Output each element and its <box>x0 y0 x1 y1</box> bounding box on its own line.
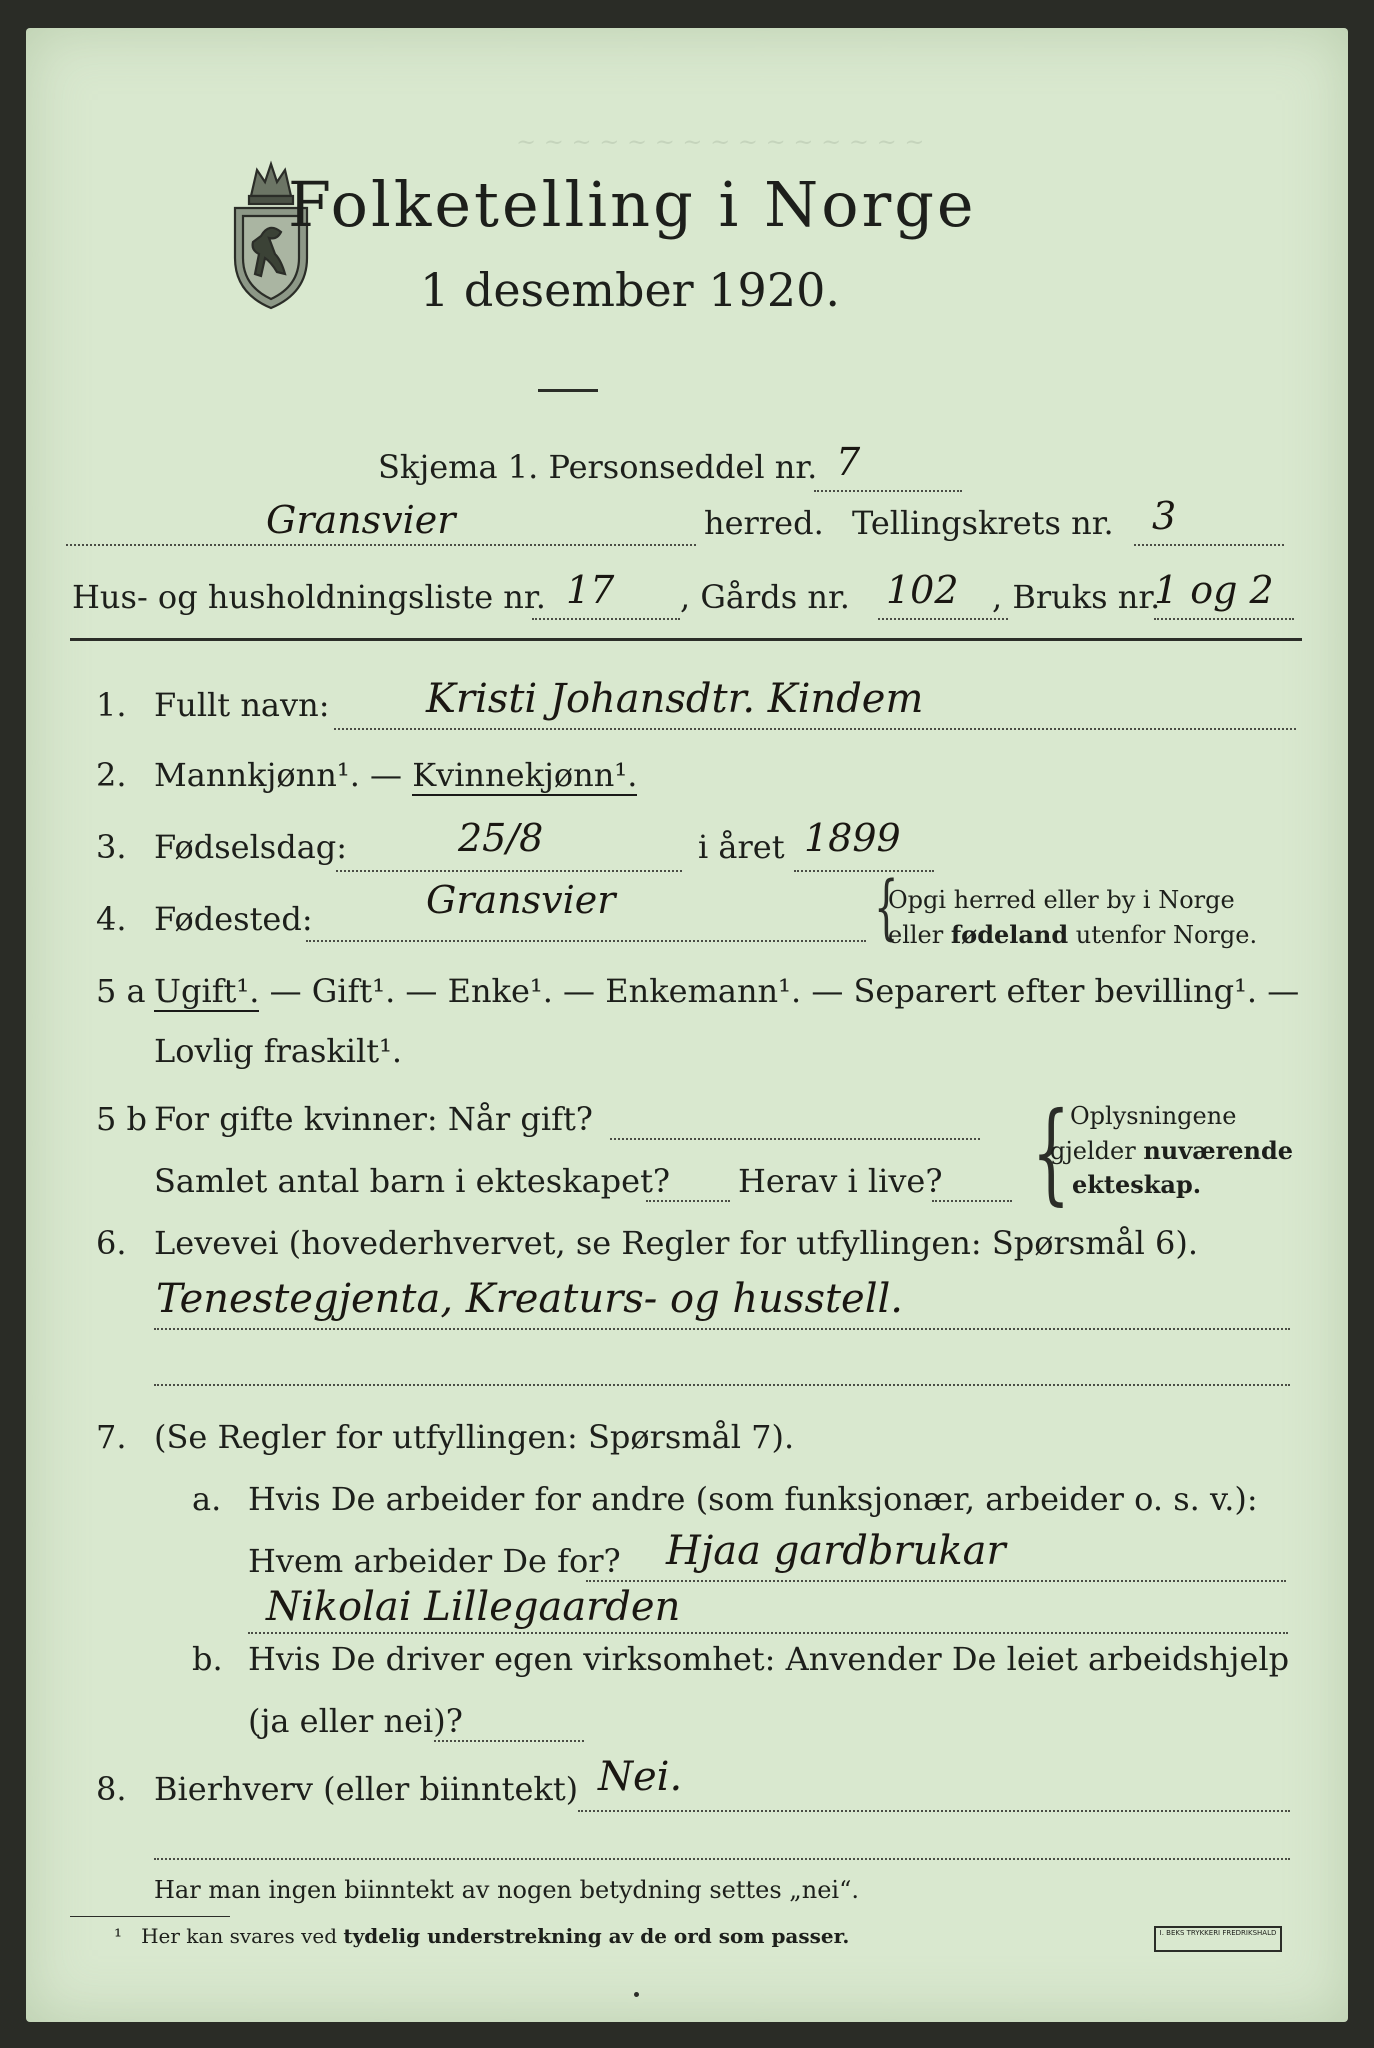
q7a-label: Hvis De arbeider for andre (som funksjonær, arbeider o. s. v.): <box>248 1480 1258 1518</box>
option-mannkjonn[interactable]: Mannkjønn¹. <box>154 756 360 794</box>
q1-line <box>334 728 1296 730</box>
occupation-value[interactable]: Tenestegjenta, Kreaturs- og husstell. <box>156 1276 904 1322</box>
census-form-sheet <box>26 28 1348 2022</box>
q3-label: Fødselsdag: <box>154 828 348 866</box>
birthplace-value[interactable]: Gransvier <box>426 878 616 922</box>
herred-value[interactable]: Gransvier <box>266 498 456 542</box>
husliste-line <box>532 618 680 620</box>
q7-label: (Se Regler for utfyllingen: Spørsmål 7). <box>154 1418 795 1456</box>
birthplace-note-2: eller fødeland utenfor Norge. <box>888 920 1258 949</box>
tellingskrets-value[interactable]: 3 <box>1152 494 1177 538</box>
option-kvinnekjonn[interactable]: Kvinnekjønn¹. <box>412 756 638 794</box>
q7b-letter: b. <box>192 1640 223 1678</box>
bruks-line <box>1154 618 1294 620</box>
q8-label: Bierhverv (eller biinntekt) <box>154 1770 579 1808</box>
q8-number: 8. <box>96 1770 127 1808</box>
q2-number: 2. <box>96 756 127 794</box>
q5b-note-1: Oplysningene <box>1070 1102 1237 1130</box>
q2-options <box>154 756 637 794</box>
gards-line <box>878 618 1008 620</box>
birthplace-note-1: Opgi herred eller by i Norge <box>888 886 1235 914</box>
q7b-question: (ja eller nei)? <box>248 1702 463 1740</box>
employer-value-1[interactable]: Hjaa gardbrukar <box>666 1528 1006 1574</box>
year-line <box>794 870 934 872</box>
birthdate-value[interactable]: 25/8 <box>458 816 544 860</box>
birthdate-line <box>336 870 682 872</box>
tellingskrets-line <box>1134 544 1284 546</box>
herred-label: herred. <box>704 504 824 542</box>
side-income-line-2 <box>154 1858 1290 1860</box>
footnote-mark: ¹ <box>114 1924 123 1948</box>
q7b-label: Hvis De driver egen virksomhet: Anvender De leiet arbeidshjelp <box>248 1640 1290 1678</box>
q7-number: 7. <box>96 1418 127 1456</box>
employer-line-1 <box>586 1580 1286 1582</box>
occupation-line-1 <box>154 1328 1290 1330</box>
q3-number: 3. <box>96 828 127 866</box>
gards-label: , Gårds nr. <box>680 578 850 616</box>
employer-value-2[interactable]: Nikolai Lillegaarden <box>266 1584 681 1630</box>
ink-dot <box>634 1992 639 1997</box>
bruks-label: , Bruks nr. <box>992 578 1161 616</box>
q6-number: 6. <box>96 1224 127 1262</box>
alive-line <box>932 1200 1012 1202</box>
title-divider <box>538 389 598 392</box>
q5b-number: 5 b <box>96 1100 148 1138</box>
footnote-divider <box>70 1916 230 1917</box>
option-lovlig-fraskilt[interactable]: Lovlig fraskilt¹. <box>154 1032 403 1070</box>
tellingskrets-label: Tellingskrets nr. <box>852 504 1114 542</box>
nei-note: Har man ingen biinntekt av nogen betydning settes „nei“. <box>154 1876 859 1904</box>
gards-value[interactable]: 102 <box>886 568 959 612</box>
q6-label: Levevei (hovederhvervet, se Regler for utfyllingen: Spørsmål 6). <box>154 1224 1199 1262</box>
side-income-value[interactable]: Nei. <box>598 1754 683 1800</box>
census-date: 1 desember 1920. <box>420 263 840 317</box>
occupation-line-2 <box>154 1384 1290 1386</box>
q5b-note-2: gjelder nuværende <box>1050 1136 1294 1165</box>
birth-year-value[interactable]: 1899 <box>804 816 901 860</box>
when-married-line <box>610 1138 980 1140</box>
footnote: ¹ Her kan svares ved tydelig understrekning av de ord som passer. <box>114 1924 850 1948</box>
employer-line-2 <box>248 1632 1288 1634</box>
q7a-question: Hvem arbeider De for? <box>248 1542 621 1580</box>
q5a-other-options[interactable]: — Gift¹. — Enke¹. — Enkemann¹. — Separert efter bevilling¹. — <box>259 972 1300 1010</box>
section-divider <box>70 638 1302 641</box>
form-title: Folketelling i Norge <box>288 168 977 241</box>
brace-5b: { <box>1031 1088 1071 1216</box>
husliste-label: Hus- og husholdningsliste nr. <box>72 578 546 616</box>
children-line <box>646 1200 730 1202</box>
q5b-children-label: Samlet antal barn i ekteskapet? <box>154 1162 671 1200</box>
option-ugift[interactable]: Ugift¹. <box>154 972 260 1010</box>
q4-label: Fødested: <box>154 900 313 938</box>
birthplace-line <box>306 940 866 942</box>
brace: { <box>874 866 899 948</box>
q4-number: 4. <box>96 900 127 938</box>
full-name-value[interactable]: Kristi Johansdtr. Kindem <box>426 676 924 722</box>
q5b-when-married-label: For gifte kvinner: Når gift? <box>154 1100 593 1138</box>
printer-stamp: I. BEKS TRYKKERI FREDRIKSHALD <box>1154 1926 1282 1952</box>
herred-line <box>66 544 696 546</box>
hired-help-line <box>434 1740 584 1742</box>
year-label: i året <box>698 828 785 866</box>
personseddel-line <box>814 490 962 492</box>
schema-label: Skjema 1. Personseddel nr. <box>378 448 818 486</box>
q5a-number: 5 a <box>96 972 146 1010</box>
bleed-through: ~ ~ ~ ~ ~ ~ ~ ~ ~ ~ ~ ~ ~ ~ ~ <box>516 128 925 156</box>
q5a-options <box>154 972 1299 1010</box>
q1-label: Fullt navn: <box>154 686 330 724</box>
option-separator: — <box>359 756 413 794</box>
personseddel-nr-value[interactable]: 7 <box>836 440 861 484</box>
q1-number: 1. <box>96 686 127 724</box>
bruks-value[interactable]: 1 og 2 <box>1154 568 1274 612</box>
side-income-line <box>578 1810 1290 1812</box>
q7a-letter: a. <box>192 1480 222 1518</box>
q5b-alive-label: Herav i live? <box>738 1162 943 1200</box>
q5b-note-3: ekteskap. <box>1072 1170 1202 1199</box>
husliste-value[interactable]: 17 <box>566 568 615 612</box>
